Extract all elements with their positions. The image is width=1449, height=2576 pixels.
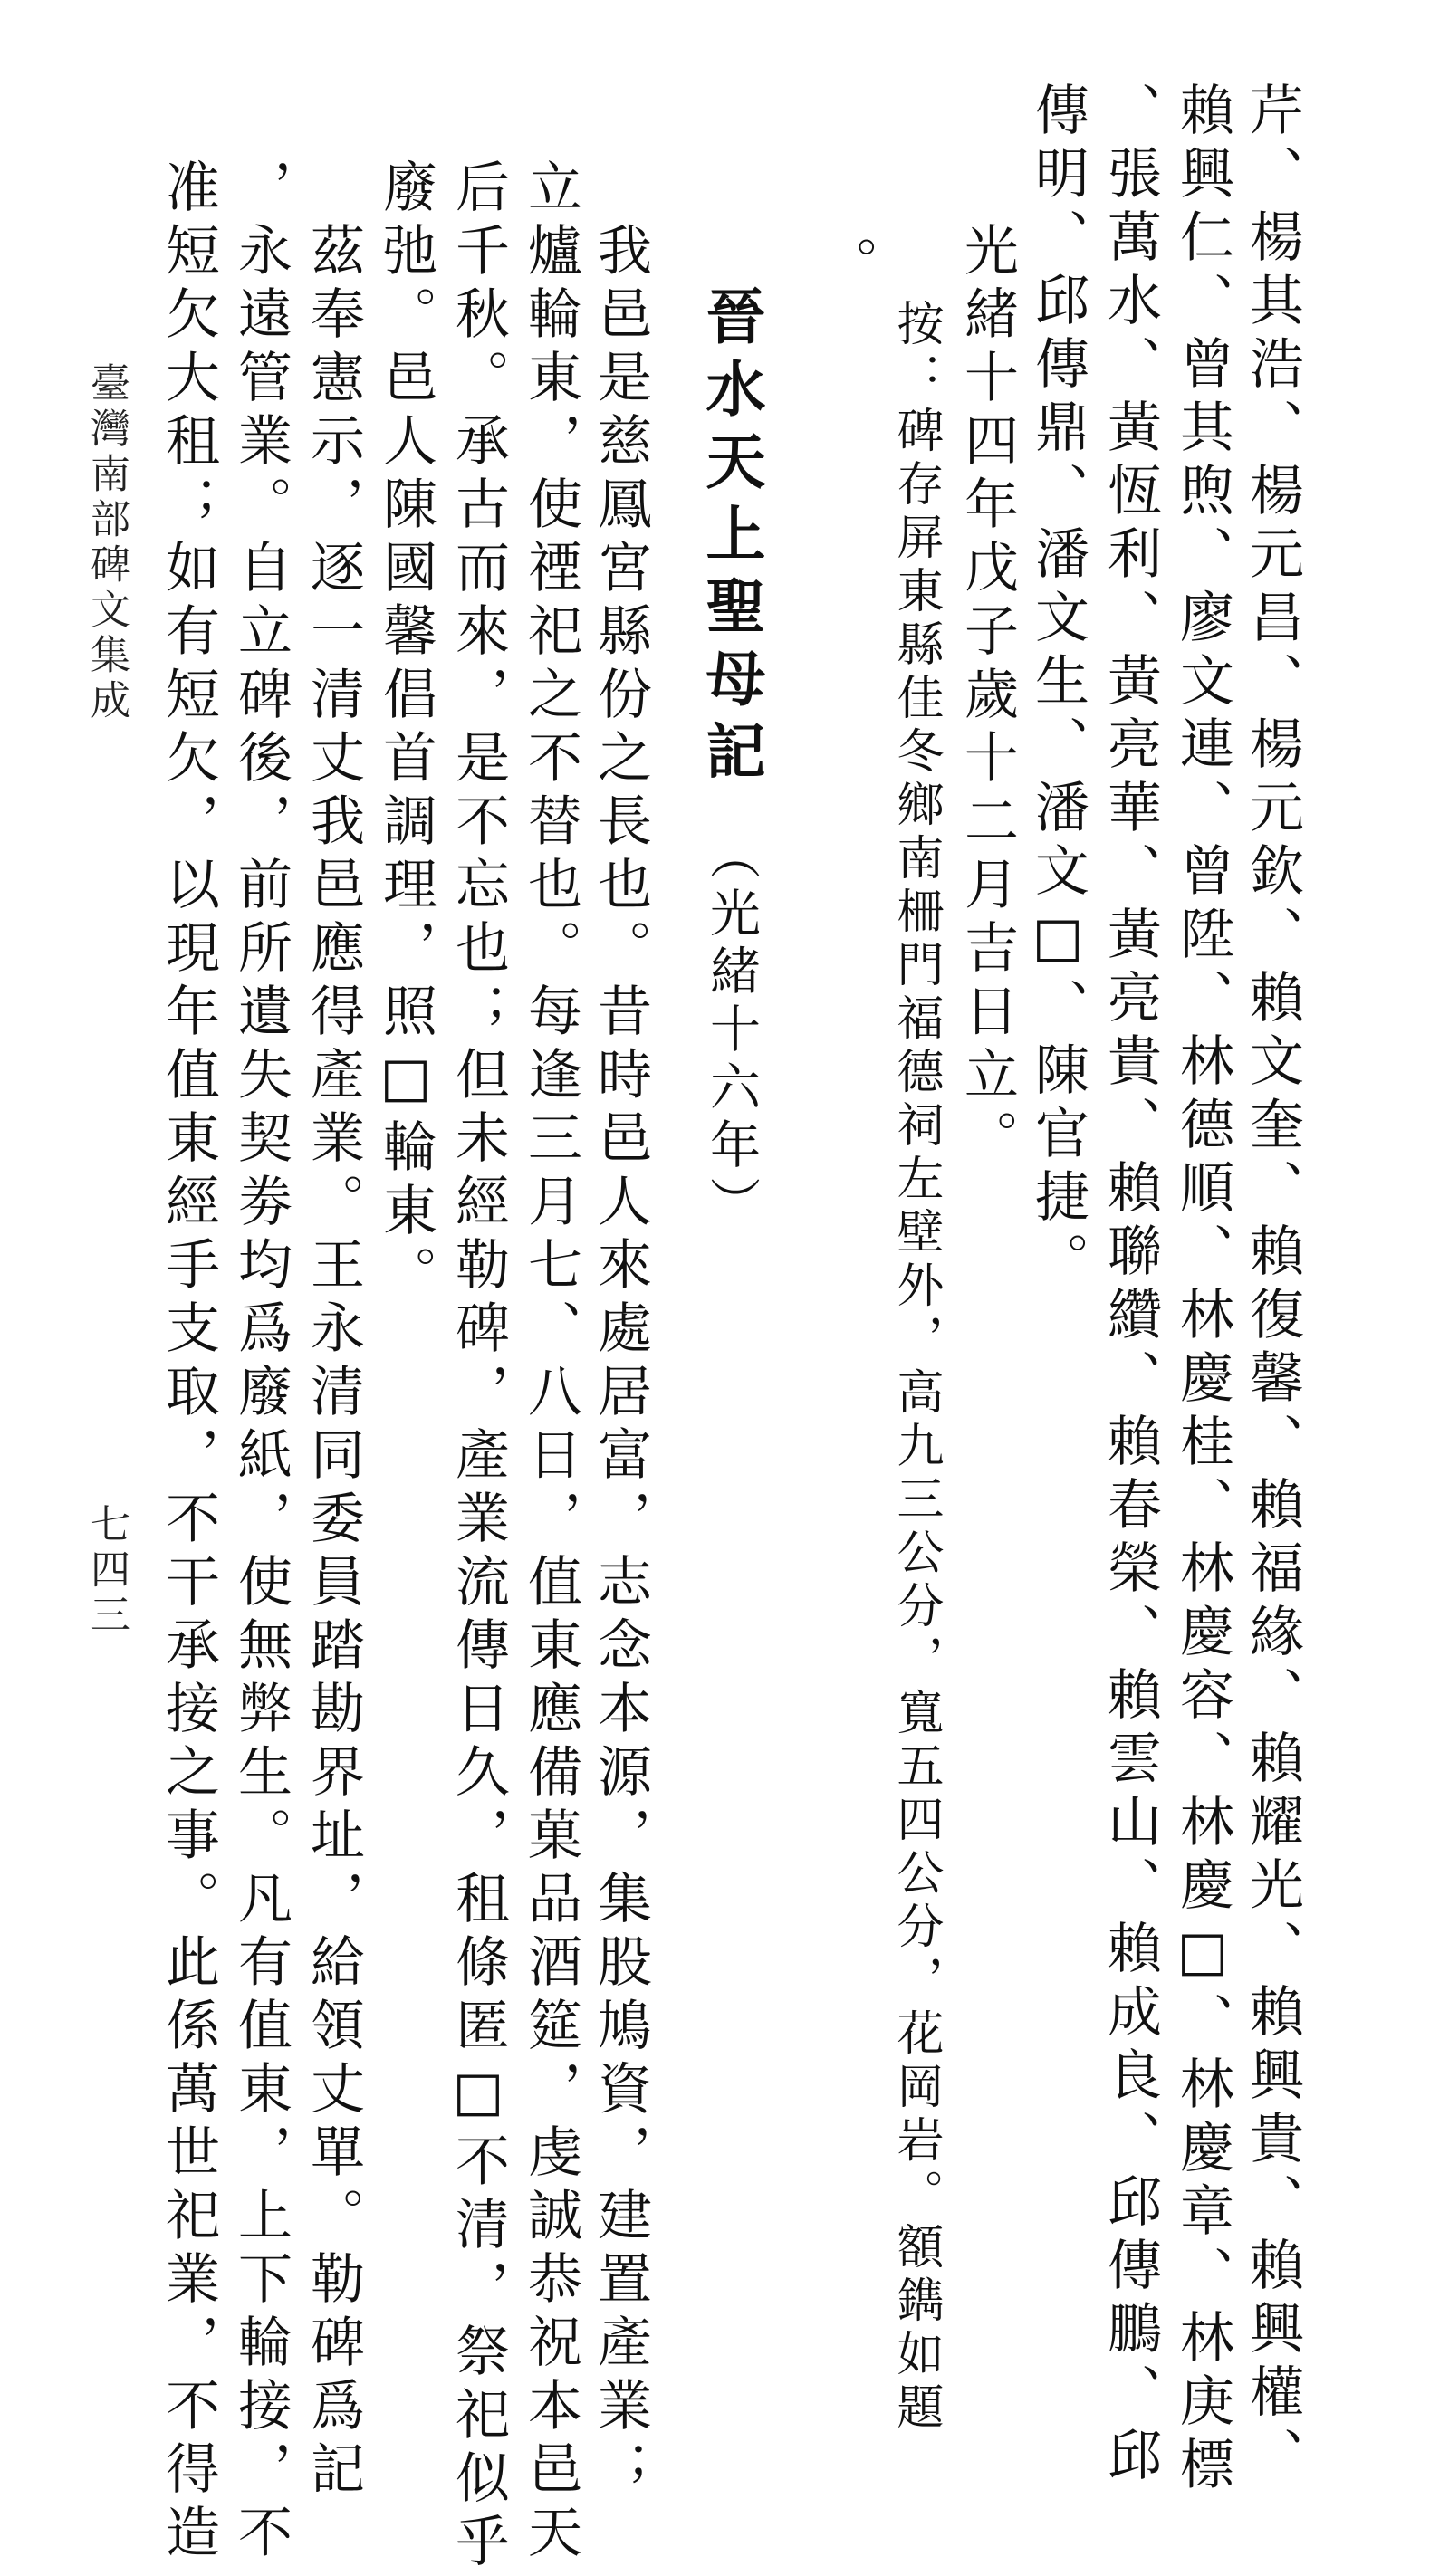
inscription-title: 晉水天上聖母記 (696, 285, 766, 792)
text-column: 、張萬水、黃恆利、黃亮華、黃亮貴、賴聯纘、賴春榮、賴雲山、賴成良、邱傳鵬、邱 (1099, 81, 1162, 2490)
body-column: 准短欠大租；如有短欠，以現年值東經手支取，不干承接之事。此係萬世祀業，不得造 (157, 158, 220, 2567)
text-column: 傳明、邱傳鼎、潘文生、潘文□、陳官捷。 (1026, 81, 1089, 1295)
body-column: 后千秋。承古而來，是不忘也；但未經勒碑，產業流傳日久，租條匿□不清，祭祀似乎 (446, 158, 510, 2576)
book-title: 臺灣南部碑文集成 (83, 362, 130, 724)
body-column: 立爐輪東，使禋祀之不替也。每逢三月七、八日，值東應備菓品酒筵，虔誠恭祝本邑天 (519, 158, 582, 2567)
page-number: 七四三 (83, 1503, 130, 1639)
body-column: ，永遠管業。自立碑後，前所遺失契劵均爲廢紙，使無弊生。凡有值東，上下輪接，不 (229, 158, 293, 2567)
annotation-end-mark: 。 (815, 235, 878, 299)
inscription-title-block (688, 285, 774, 1234)
body-column: 茲奉憲示，逐一清丈我邑應得產業。王永清同委員踏勘界址，給領丈單。勒碑爲記 (302, 222, 365, 2504)
text-column: 芹、楊其浩、楊元昌、楊元欽、賴文奎、賴復馨、賴福緣、賴耀光、賴興貴、賴興權、 (1241, 81, 1304, 2490)
body-column: 我邑是慈鳳宮縣份之長也。昔時邑人來處居富，志念本源，集股鳩資，建置產業； (589, 222, 652, 2504)
date-line: 光緒十四年戊子歲十二月吉日立。 (955, 222, 1019, 1173)
inscription-date: （光緒十六年） (702, 828, 761, 1234)
text-column: 賴興仁、曾其煦、廖文連、曾陞、林德順、林慶桂、林慶容、林慶□、林慶章、林庚標 (1171, 81, 1234, 2499)
annotation-note: 按：碑存屏東縣佳冬鄉南柵門福德祠左壁外，高九三公分，寬五四公分，花岡岩。額鐫如題 (888, 299, 943, 2436)
body-column: 廢弛。邑人陳國馨倡首調理，照□輪東。 (374, 158, 437, 1308)
